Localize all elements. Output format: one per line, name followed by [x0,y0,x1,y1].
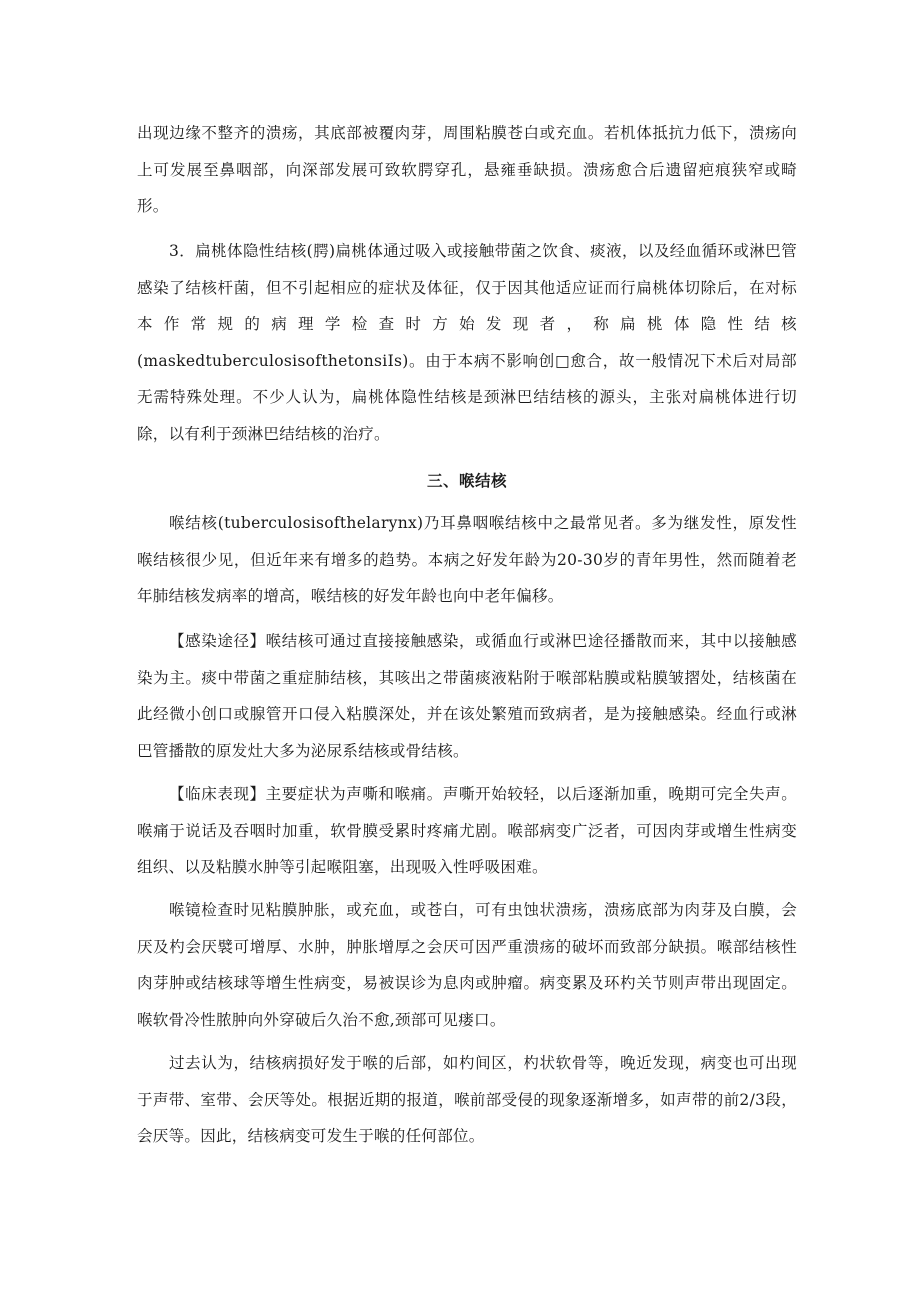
paragraph-laryngoscopy-findings: 喉镜检查时见粘膜肿胀，或充血，或苍白，可有虫蚀状溃疡，溃疡底部为肉芽及白膜，会厌及杓会厌襞可增厚、水肿，肿胀增厚之会厌可因严重溃疡的破坏而致部分缺损。喉部结核性肉芽肿或结核球等增生性病变，易被误诊为息肉或肿瘤。病变累及环杓关节则声带出现固定。喉软骨冷性脓肿向外穿破后久治不愈,颈部可见瘘口。 [137,901,797,1029]
paragraph-masked-tonsil-tuberculosis: 3．扁桃体隐性结核(腭)扁桃体通过吸入或接触带菌之饮食、痰液，以及经血循环或淋巴管感染了结核杆菌，但不引起相应的症状及体征，仅于因其他适应证而行扁桃体切除后，在对标本作常规的病理学检查时方始发现者，称扁桃体隐性结核(maskedtuberculosisofthetonsiIs)。由于本病不影响创□愈合，故一般情况下术后对局部无需特殊处理。不少人认为，扁桃体隐性结核是颈淋巴结结核的源头，主张对扁桃体进行切除，以有利于颈淋巴结结核的治疗。 [137,242,797,443]
paragraph-infection-route: 【感染途径】喉结核可通过直接接触感染，或循血行或淋巴途径播散而来，其中以接触感染为主。痰中带菌之重症肺结核，其咳出之带菌痰液粘附于喉部粘膜或粘膜皱摺处，结核菌在此经微小创口或腺管开口侵入粘膜深处，并在该处繁殖而致病者，是为接触感染。经血行或淋巴管播散的原发灶大多为泌尿系结核或骨结核。 [137,632,797,760]
paragraph-clinical-manifestations: 【临床表现】主要症状为声嘶和喉痛。声嘶开始较轻，以后逐渐加重，晚期可完全失声。喉痛于说话及吞咽时加重，软骨膜受累时疼痛尤剧。喉部病变广泛者，可因肉芽或增生性病变组织、以及粘膜水肿等引起喉阻塞，出现吸入性呼吸困难。 [137,785,797,876]
section-heading-laryngeal-tuberculosis: 三、喉结核 [426,471,507,490]
paragraph-tonsil-ulcer-continuation: 出现边缘不整齐的溃疡，其底部被覆肉芽，周围粘膜苍白或充血。若机体抵抗力低下，溃疡向上可发展至鼻咽部，向深部发展可致软腭穿孔，悬雍垂缺损。溃疡愈合后遗留疤痕狭窄或畸形。 [137,124,797,215]
paragraph-lesion-sites: 过去认为，结核病损好发于喉的后部，如杓间区，杓状软骨等，晚近发现，病变也可出现于声带、室带、会厌等处。根据近期的报道，喉前部受侵的现象逐渐增多，如声带的前2/3段，会厌等。因此，结核病变可发生于喉的任何部位。 [137,1054,797,1145]
paragraph-laryngeal-tuberculosis-intro: 喉结核(tuberculosisofthelarynx)乃耳鼻咽喉结核中之最常见者。多为继发性，原发性喉结核很少见，但近年来有增多的趋势。本病之好发年龄为20-30岁的青年男性，然而随着老年肺结核发病率的增高，喉结核的好发年龄也向中老年偏移。 [137,514,797,605]
